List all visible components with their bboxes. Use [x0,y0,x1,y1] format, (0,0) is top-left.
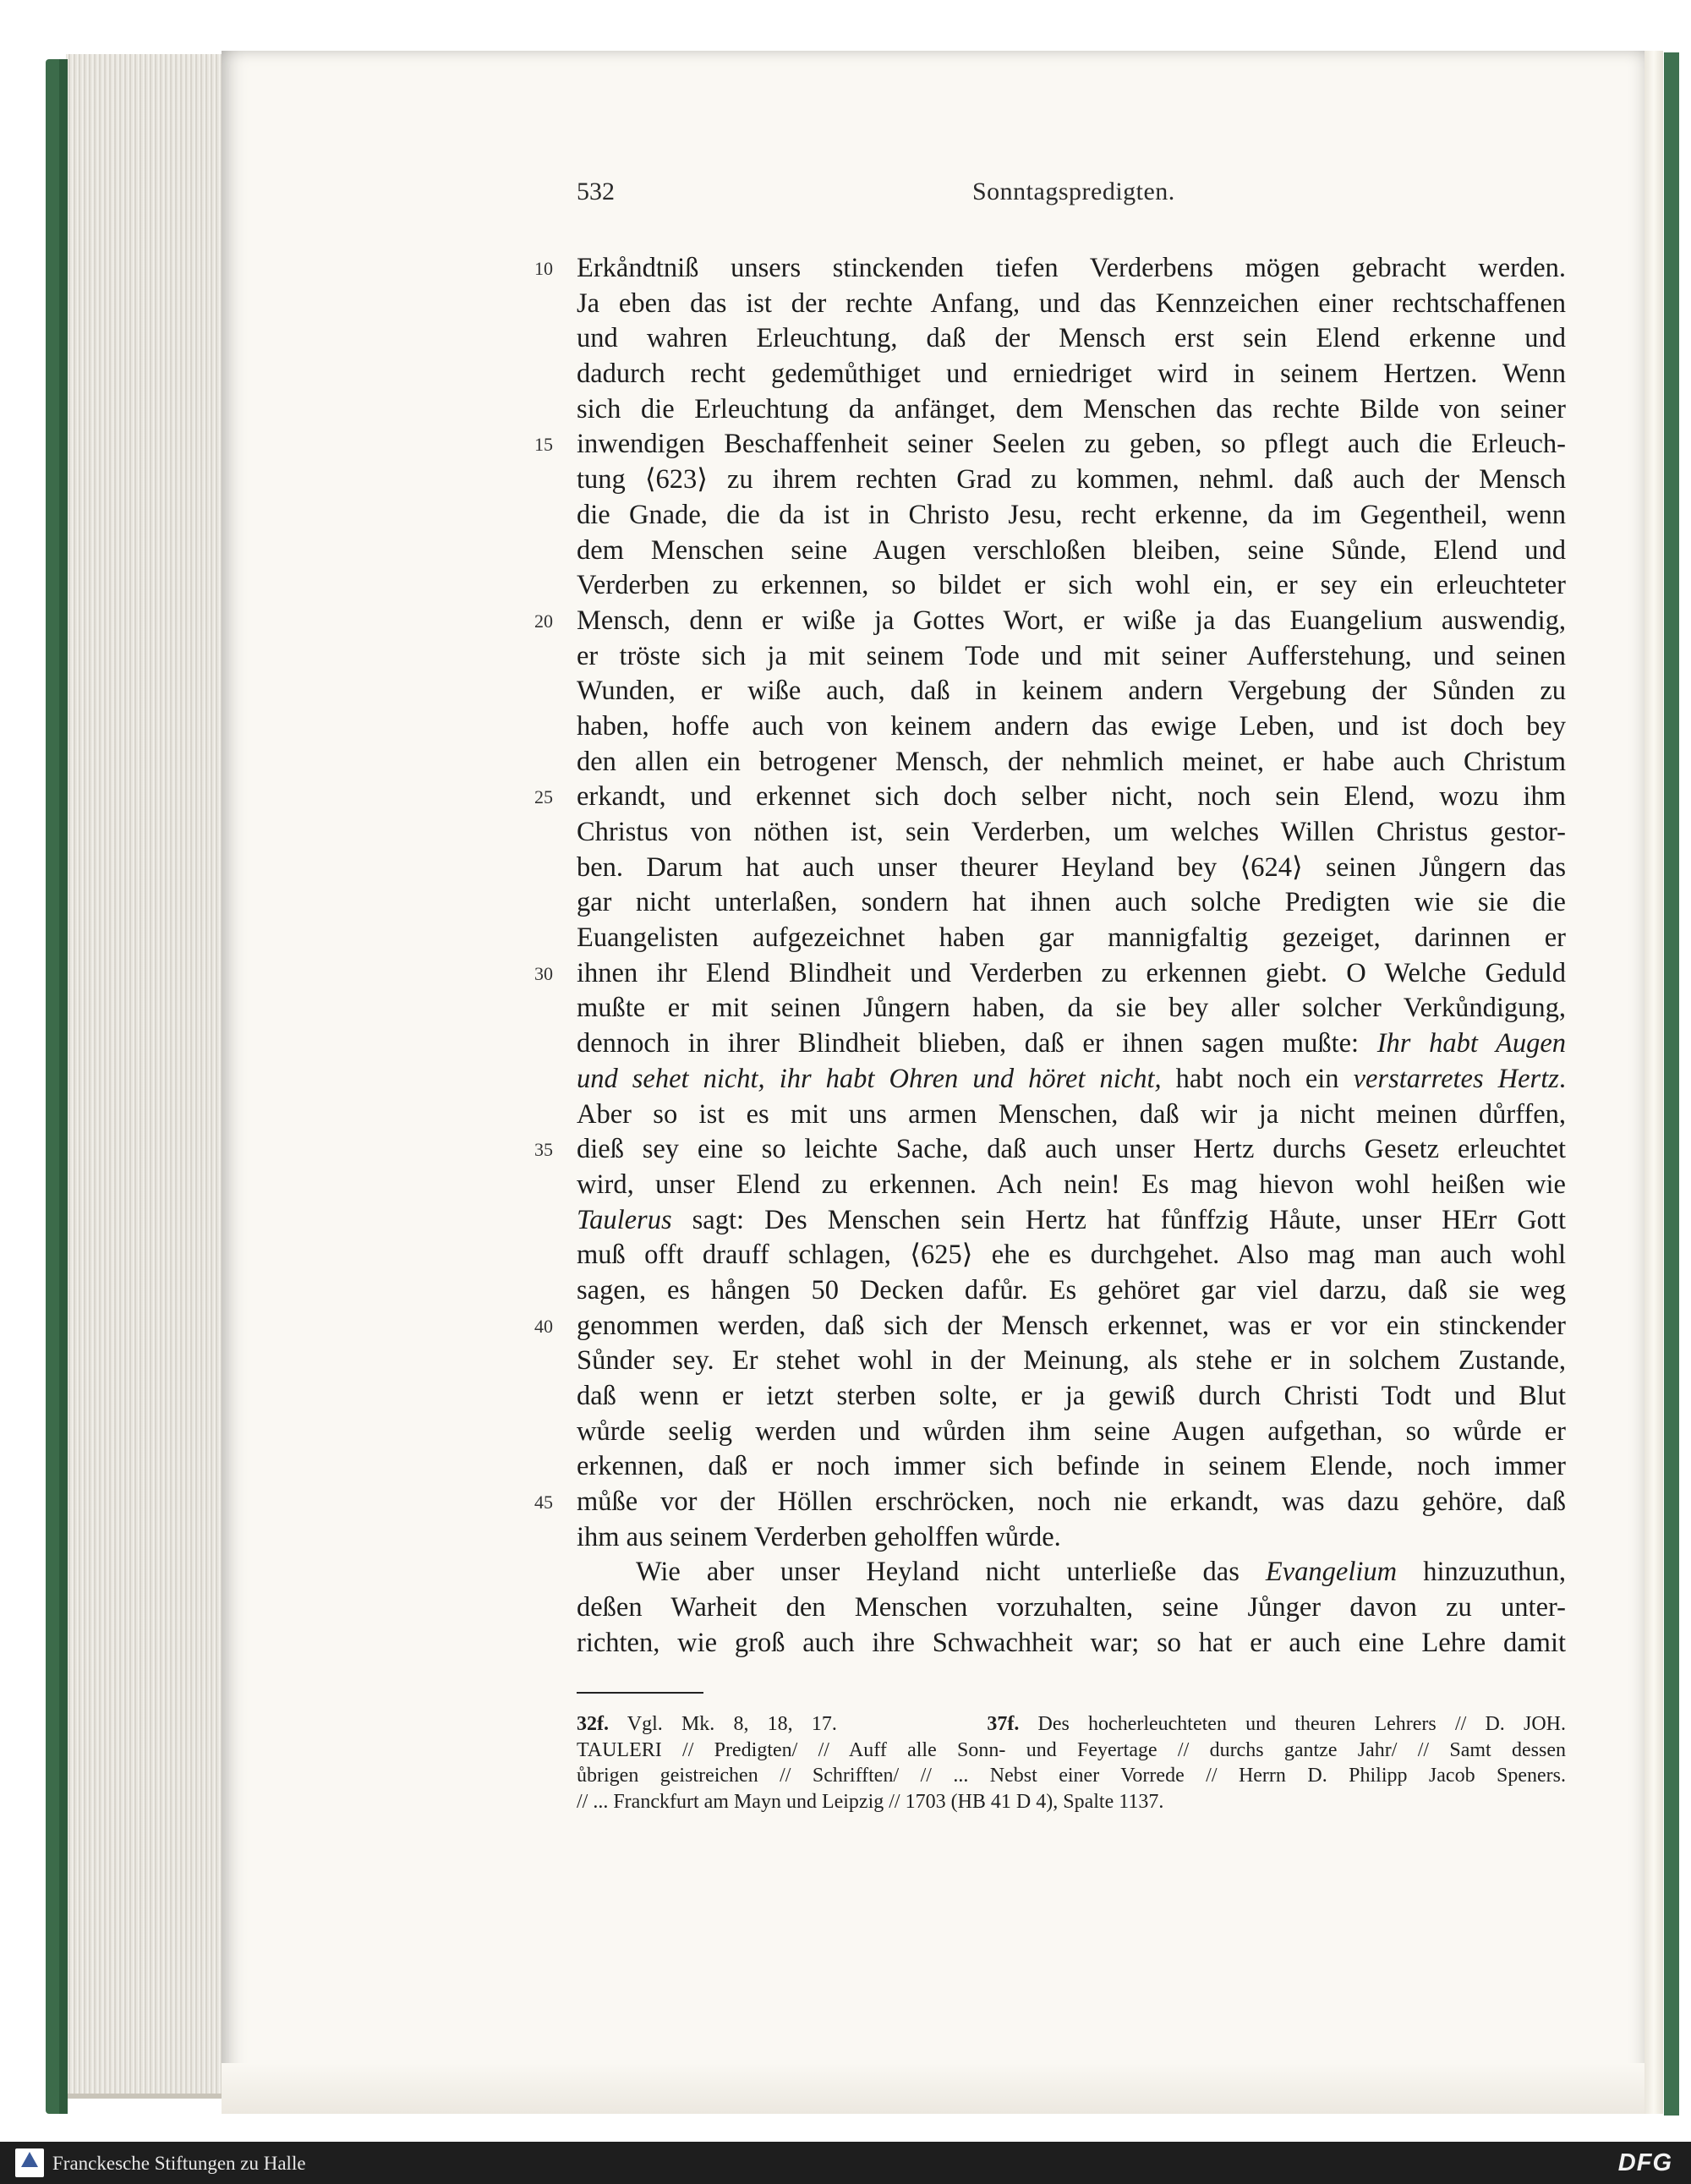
footnote-ref: 37f. [987,1713,1020,1735]
text-line [577,815,1566,851]
text-line [577,568,1566,604]
footnotes [577,1711,1566,1815]
text-line [577,1238,1566,1273]
text-run: daß wenn er ietzt sterben solte, er ja gewiß durch Christi Todt und Blut [577,1381,1566,1411]
text-run: deßen Warheit den Menschen vorzuhalten, seine Jůnger davon zu unter- [577,1592,1566,1623]
text-line [577,1062,1566,1097]
text-line [577,1097,1566,1133]
footnote-line [577,1738,1566,1764]
text-run: Wie aber unser Heyland nicht unterließe das [636,1557,1266,1588]
text-line [577,1168,1566,1203]
text-line [577,463,1566,498]
text-line [577,498,1566,534]
text-line [577,921,1566,956]
text-run: dieß sey eine so leichte Sache, daß auch unser Hertz durchs Gesetz erleuchtet [577,1134,1566,1165]
text-run: inwendigen Beschaffenheit seiner Seelen zu geben, so pflegt auch die Erleuch- [577,429,1566,460]
text-line [577,1379,1566,1415]
viewer-footer-bar [0,2142,1691,2184]
footnote-text: ůbrigen geistreichen // Schrifften/ // ... Nebst einer Vorrede // Herrn D. Philipp Jacob Speners. [577,1765,1566,1787]
text-line [577,357,1566,392]
institution-logo-icon [15,2148,44,2177]
text-run: und wahren Erleuchtung, daß der Mensch erst sein Elend erkenne und [577,323,1566,354]
text-line [577,991,1566,1026]
footnote-text: TAULERI // Predigten/ // Auff alle Sonn- und Feyertage // durchs gantze Jahr/ // Samt dessen [577,1738,1566,1761]
line-number: 15 [534,434,553,456]
text-line [577,1203,1566,1239]
text-line [577,1590,1566,1626]
text-line [534,604,1566,639]
text-line [577,745,1566,780]
text-run: ihm aus seinem Verderben geholffen wůrde. [577,1521,1061,1552]
institution-name: Franckesche Stiftungen zu Halle [52,2153,306,2174]
text-line [577,1520,1566,1556]
footnote-rule [577,1692,703,1694]
text-run: Mensch, denn er wiße ja Gottes Wort, er wiße ja das Euangelium auswendig, [577,605,1566,636]
text-run: haben, hoffe auch von keinem andern das ewige Leben, und ist doch bey [577,710,1566,742]
book-cover-spine-edge [59,59,68,2114]
italic-text: Ihr habt Augen [1376,1028,1566,1059]
text-run: wird, unser Elend zu erkennen. Ach nein! Es mag hievon wohl heißen wie [577,1169,1566,1200]
text-line [577,709,1566,745]
text-line [534,1309,1566,1344]
text-run: er tröste sich ja mit seinem Tode und mit seiner Aufferstehung, und seinen [577,640,1566,671]
text-line [577,639,1566,675]
text-line [534,956,1566,992]
text-run: sich die Erleuchtung da anfänget, dem Menschen das rechte Bilde von seiner [577,393,1566,424]
text-run: Sůnder sey. Er stehet wohl in der Meinung, als stehe er in solchem Zustande, [577,1345,1566,1377]
line-number: 20 [534,610,553,632]
text-run: ben. Darum hat auch unser theurer Heyland bey ⟨624⟩ seinen Jůngern das [577,851,1566,883]
text-line [577,674,1566,709]
text-run: Christus von nöthen ist, sein Verderben, um welches Willen Christus gestor- [577,817,1566,847]
text-run: sagt: Des Menschen sein Hertz hat fůnffzig Håute, unser HErr Gott [671,1204,1566,1235]
book-page-bottom [222,2063,1650,2114]
text-line [577,851,1566,886]
book-gutter-right [1644,51,1663,2114]
text-run: wůrde seelig werden und wůrden ihm seine Augen aufgethan, so wůrde er [577,1415,1566,1447]
italic-text: Evangelium [1265,1557,1398,1588]
text-run: genommen werden, daß sich der Mensch erkennet, was er vor ein stinckender [577,1310,1566,1341]
text-run: mußte er mit seinen Jůngern haben, da sie bey aller solcher Verkůndigung, [577,993,1566,1024]
text-run: Erkåndtniß unsers stinckenden tiefen Verderbens mögen gebracht werden. [577,253,1566,283]
text-run: den allen ein betrogener Mensch, der nehmlich meinet, er habe auch Christum [577,746,1566,777]
body-text [534,251,1566,1661]
text-line [577,392,1566,428]
text-run: habt noch ein [1161,1063,1354,1094]
text-run: gar nicht unterlaßen, sondern hat ihnen auch solche Predigten wie sie die [577,887,1566,918]
footnote-ref: 32f. [577,1713,609,1735]
footnote-text: // ... Franckfurt am Mayn und Leipzig // 1703 (HB 41 D 4), Spalte 1137. [577,1790,1164,1813]
line-number: 30 [534,962,553,984]
text-run: dennoch in ihrer Blindheit blieben, daß er ihnen sagen mußte: [577,1028,1377,1059]
text-run: hinzuzuthun, [1397,1557,1566,1588]
line-number: 35 [534,1139,553,1161]
line-number: 25 [534,786,553,808]
text-run: . [1558,1063,1566,1094]
text-run: ihnen ihr Elend Blindheit und Verderben zu erkennen giebt. O Welche Geduld [577,957,1566,988]
text-run: Euangelisten aufgezeichnet haben gar mannigfaltig gezeiget, darinnen er [577,922,1566,954]
line-number: 40 [534,1315,553,1337]
text-run: richten, wie groß auch ihre Schwachheit war; so hat er auch eine Lehre damit [577,1627,1566,1658]
text-line [534,427,1566,463]
italic-text: verstarretes Hertz [1353,1063,1559,1094]
footnote-text: Vgl. Mk. 8, 18, 17. [609,1713,988,1735]
text-run: Wunden, er wiße auch, daß in keinem andern Vergebung der Sůnden zu [577,676,1566,707]
text-line [577,885,1566,921]
text-run: dadurch recht gedemůthiget und erniedriget wird in seinem Hertzen. Wenn [577,359,1566,390]
line-number: 45 [534,1492,553,1513]
footnote-text: Des hocherleuchteten und theuren Lehrers // D. JOH. [1019,1713,1566,1735]
text-line [577,1344,1566,1379]
text-run: muß offt drauff schlagen, ⟨625⟩ ehe es durchgehet. Also mag man auch wohl [577,1240,1566,1271]
footnote-line [577,1789,1566,1815]
text-line [577,534,1566,569]
footnote-line [577,1711,1566,1738]
text-line [577,1026,1566,1062]
text-line [577,1555,1566,1590]
text-run: Verderben zu erkennen, so bildet er sich wohl ein, er sey ein erleuchteter [577,570,1566,601]
text-line [577,1273,1566,1309]
line-number: 10 [534,258,553,279]
text-line [577,1626,1566,1661]
text-run: sagen, es hången 50 Decken dafůr. Es gehöret gar viel darzu, daß sie weg [577,1274,1566,1305]
text-run: erkandt, und erkennet sich doch selber nicht, noch sein Elend, wozu ihm [577,781,1566,813]
text-run: Ja eben das ist der rechte Anfang, und das Kennzeichen einer rechtschaffenen [577,287,1566,319]
text-run: tung ⟨623⟩ zu ihrem rechten Grad zu kommen, nehml. daß auch der Mensch [577,464,1566,495]
italic-text: und sehet nicht, ihr habt Ohren und höret nicht, [577,1063,1162,1094]
italic-text: Taulerus [577,1204,672,1235]
text-run: erkennen, daß er noch immer sich befinde in seinem Elende, noch immer [577,1451,1566,1482]
text-run: die Gnade, die da ist in Christo Jesu, recht erkenne, da im Gegentheil, wenn [577,499,1566,530]
text-run: Aber so ist es mit uns armen Menschen, daß wir ja nicht meinen důrffen, [577,1098,1566,1130]
text-line [534,1485,1566,1520]
running-title: Sonntagspredigten. [972,178,1175,205]
text-line [534,1132,1566,1168]
page-number: 532 [577,178,615,205]
text-run: můße vor der Höllen erschröcken, noch nie erkandt, was dazu gehöre, daß [577,1486,1566,1518]
text-run: dem Menschen seine Augen verschloßen bleiben, seine Sůnde, Elend und [577,534,1566,566]
dfg-logo: DFG [1617,2149,1672,2176]
text-line [534,251,1566,287]
text-line [577,287,1566,322]
text-line [577,321,1566,357]
text-line [577,1449,1566,1485]
text-line [534,780,1566,815]
text-line [577,1415,1566,1450]
book-cover-right [1664,52,1679,2116]
footnote-line [577,1763,1566,1789]
